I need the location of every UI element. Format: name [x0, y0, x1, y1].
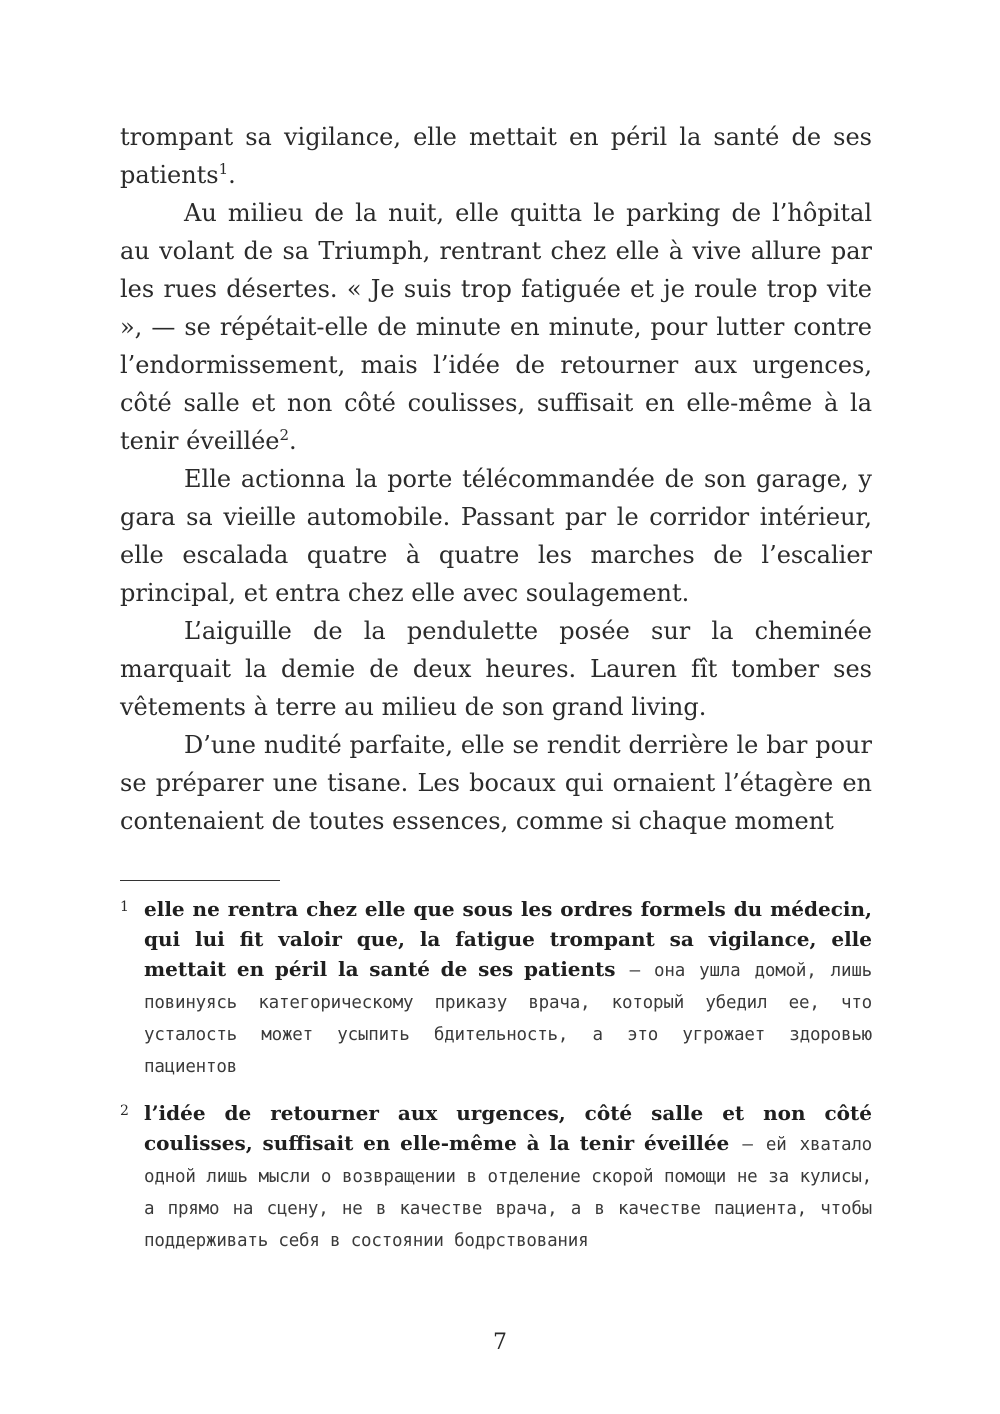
paragraph-4: L’aiguille de la pendulette posée sur la cheminée marquait la demie de deux heures. Lauren fît tomber ses vêtements à terre au milieu de son grand living. [120, 617, 872, 721]
paragraph-5: D’une nudité parfaite, elle se rendit derrière le bar pour se préparer une tisane. Les bocaux qui ornaient l’étagère en contenaient de toutes essences, comme si chaque moment [120, 731, 872, 835]
paragraph-1-tail: . [228, 161, 236, 189]
footnote-translation: — ей хватало одной лишь мысли о возвращении в отделение скорой помощи не за кулисы, а прямо на сцену, не в качестве врача, а в качестве пациента, чтобы поддерживать себя в состоянии бодрствования [144, 1135, 873, 1251]
main-text [120, 118, 872, 840]
footnote-french-text: elle ne rentra chez elle que sous les ordres formels du médecin, qui lui fit valoir que, la fatigue trompant sa vigilance, elle mettait en péril la santé de ses patients [144, 897, 872, 981]
footnote-french-text: l’idée de retourner aux urgences, côté salle et non côté coulisses, suffisait en elle-même à la tenir éveillée [144, 1101, 872, 1155]
footnote-number: 2 [120, 1103, 129, 1119]
footnote-ref-1: 1 [218, 160, 229, 178]
paragraph-3: Elle actionna la porte télécommandée de son garage, y gara sa vieille automobile. Passant par le corridor intérieur, elle escalada quatre à quatre les marches de l’escalier principal, et entra chez elle avec soulagement. [120, 465, 872, 607]
paragraph-2-tail: . [289, 427, 297, 455]
footnote-translation: — она ушла домой, лишь повинуясь категорическому приказу врача, который убедил ее, что усталость может усыпить бдительность, а это угрожает здоровью пациентов [144, 961, 872, 1077]
page-number: 7 [493, 1330, 507, 1355]
footnote-number: 1 [120, 899, 129, 915]
footnote-1 [120, 894, 872, 1082]
footnote-ref-2: 2 [279, 426, 290, 444]
paragraph-2 [120, 194, 872, 460]
footnotes [120, 894, 872, 1272]
paragraph-2-text: Au milieu de la nuit, elle quitta le parking de l’hôpital au volant de sa Triumph, rentrant chez elle à vive allure par les rues désertes. « Je suis trop fatiguée et je roule trop vite », — se répétait-elle de minute en minute, pour lutter contre l’endormissement, mais l’idée de retourner aux urgences, côté salle et non côté coulisses, suffisait en elle-même à la tenir éveillée [120, 199, 872, 455]
footnote-2 [120, 1098, 872, 1256]
paragraph-1 [120, 118, 872, 194]
paragraph-1-text: trompant sa vigilance, elle mettait en péril la santé de ses patients [120, 123, 872, 189]
footnote-divider [120, 880, 280, 881]
